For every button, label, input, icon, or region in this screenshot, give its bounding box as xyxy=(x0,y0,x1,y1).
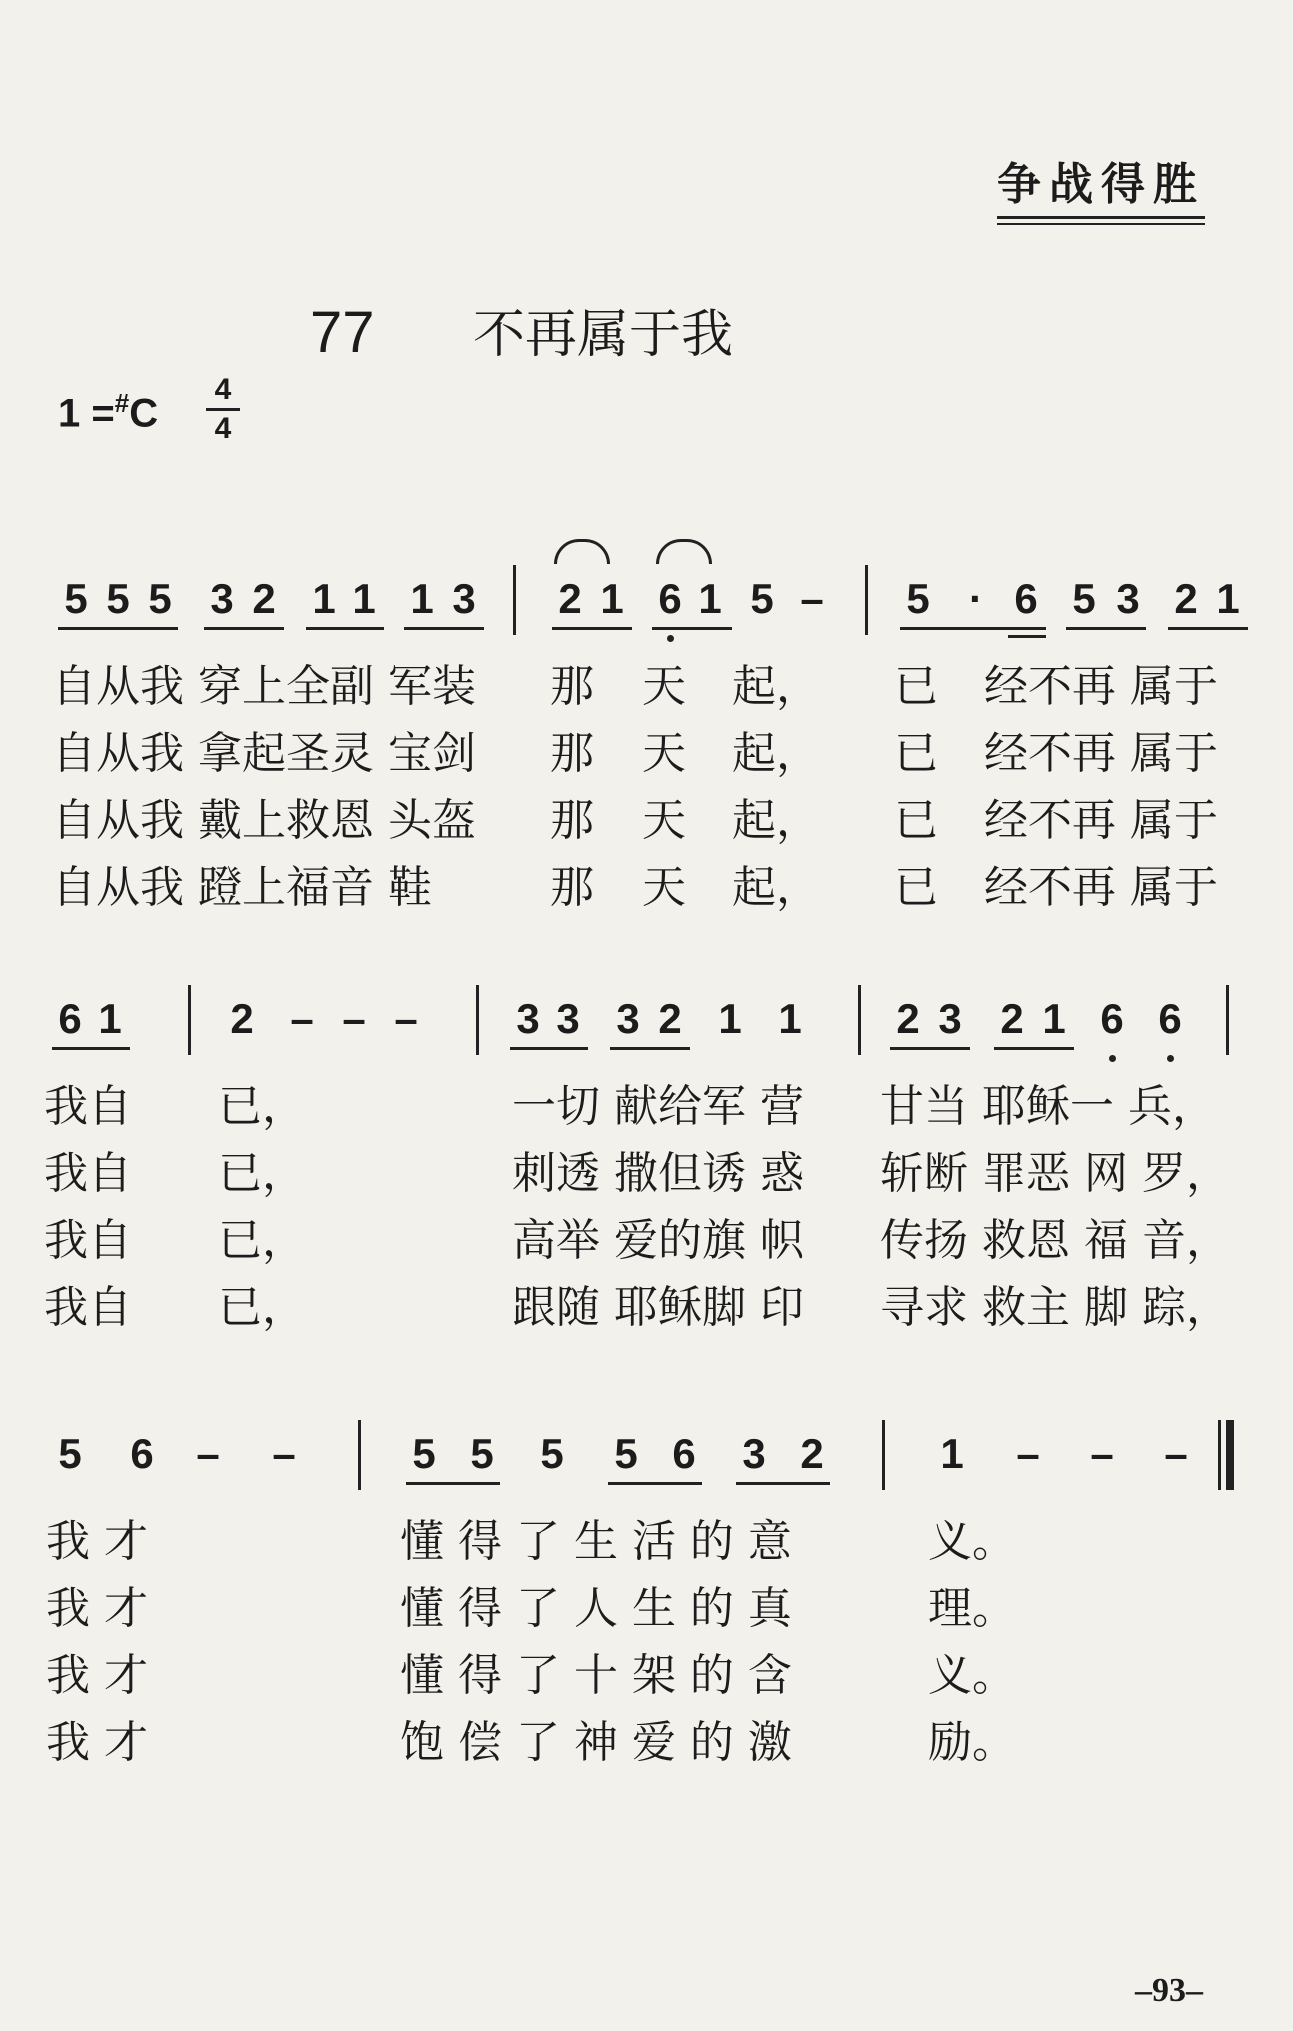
underline xyxy=(890,1047,970,1050)
lyric-text: 自从我 拿起圣灵 宝剑 xyxy=(52,728,476,779)
underline xyxy=(52,1047,130,1050)
lyric-text: 甘当 耶稣一 兵， xyxy=(880,1081,1216,1132)
note: 1 xyxy=(410,575,434,622)
note: 2 xyxy=(252,575,276,622)
song-header xyxy=(310,292,733,367)
lyric-verse-3 xyxy=(0,1639,1293,1699)
barline xyxy=(858,985,861,1055)
note: – xyxy=(1090,1430,1114,1477)
lyric-text: 刺透 撒但诱 惑 xyxy=(512,1148,804,1199)
note: – xyxy=(394,995,418,1042)
note: 1 xyxy=(718,995,742,1042)
lyric-text: 我自 xyxy=(44,1148,132,1199)
lyric-verse-4 xyxy=(0,1706,1293,1766)
underline xyxy=(900,627,1046,630)
underline xyxy=(204,627,284,630)
lyric-text: 那 xyxy=(550,795,594,846)
lyric-text: 自从我 穿上全副 军装 xyxy=(52,661,476,712)
note: 2 xyxy=(896,995,920,1042)
underline xyxy=(736,1482,830,1485)
note: 2 xyxy=(658,995,682,1042)
time-signature-top: 4 xyxy=(214,373,232,406)
note: 5 xyxy=(750,575,774,622)
lyric-text: 已， xyxy=(218,1081,306,1132)
lyric-verse-4 xyxy=(0,1271,1293,1331)
notes-row xyxy=(0,575,1293,645)
lyric-text: 天 xyxy=(642,661,686,712)
lyric-text: 我 才 xyxy=(46,1516,148,1567)
note: 3 xyxy=(616,995,640,1042)
sharp-sign: # xyxy=(114,388,130,418)
lyric-verse-3 xyxy=(0,784,1293,844)
lyric-text: 已 xyxy=(894,862,938,913)
notes-row xyxy=(0,995,1293,1065)
note: 5 xyxy=(148,575,172,622)
note: 2 xyxy=(800,1430,824,1477)
note: · xyxy=(969,575,983,622)
lyric-text: 义。 xyxy=(928,1650,1016,1701)
lyric-text: 我 才 xyxy=(46,1650,148,1701)
lyric-text: 起， xyxy=(732,728,820,779)
underline xyxy=(406,1482,500,1485)
barline xyxy=(865,565,868,635)
underline xyxy=(510,1047,588,1050)
barline xyxy=(1226,985,1229,1055)
note: 1 xyxy=(698,575,722,622)
lyric-text: 那 xyxy=(550,728,594,779)
lyric-text: 我自 xyxy=(44,1215,132,1266)
page-number: –93– xyxy=(1135,1972,1203,2009)
song-number: 77 xyxy=(310,300,375,365)
lyric-text: 已， xyxy=(218,1215,306,1266)
lyric-text: 义。 xyxy=(928,1516,1016,1567)
barline xyxy=(513,565,516,635)
lyric-text: 那 xyxy=(550,862,594,913)
lyric-text: 一切 献给军 营 xyxy=(512,1081,804,1132)
key-prefix: 1 = xyxy=(58,391,115,436)
note: 6 xyxy=(672,1430,696,1477)
note: – xyxy=(1016,1430,1040,1477)
lyric-text: 懂 得 了 生 活 的 意 xyxy=(400,1516,792,1567)
underline xyxy=(58,627,178,630)
barline xyxy=(188,985,191,1055)
lyric-text: 起， xyxy=(732,795,820,846)
lyric-text: 那 xyxy=(550,661,594,712)
note: 3 xyxy=(452,575,476,622)
lyric-text: 已， xyxy=(218,1282,306,1333)
lyric-text: 懂 得 了 人 生 的 真 xyxy=(400,1583,792,1634)
slur xyxy=(554,539,610,564)
lyric-text: 天 xyxy=(642,862,686,913)
lyric-text: 我 才 xyxy=(46,1583,148,1634)
lyric-verse-1 xyxy=(0,1505,1293,1565)
lyric-text: 懂 得 了 十 架 的 含 xyxy=(400,1650,792,1701)
lyric-text: 经不再 属于 xyxy=(984,728,1218,779)
note: 5 xyxy=(106,575,130,622)
song-title: 不再属于我 xyxy=(472,305,733,365)
lyric-text: 理。 xyxy=(928,1583,1016,1634)
underline xyxy=(608,1482,702,1485)
lyric-text: 高举 爱的旗 帜 xyxy=(512,1215,804,1266)
lyric-text: 天 xyxy=(642,795,686,846)
slur xyxy=(656,539,712,564)
note: 1 xyxy=(352,575,376,622)
note: 5 xyxy=(64,575,88,622)
lyric-text: 已 xyxy=(894,795,938,846)
note: 6 xyxy=(58,995,82,1042)
lyric-text: 已 xyxy=(894,661,938,712)
underline xyxy=(306,627,384,630)
note: 3 xyxy=(210,575,234,622)
note: 5 xyxy=(470,1430,494,1477)
note: 3 xyxy=(742,1430,766,1477)
note: 5 xyxy=(412,1430,436,1477)
barline xyxy=(358,1420,361,1490)
underline xyxy=(1008,635,1046,638)
lyric-verse-2 xyxy=(0,1572,1293,1632)
note: 6 xyxy=(1014,575,1038,622)
note: 2 xyxy=(1000,995,1024,1042)
note: 5 xyxy=(906,575,930,622)
lyric-text: 天 xyxy=(642,728,686,779)
lyric-text: 我自 xyxy=(44,1081,132,1132)
lyric-verse-2 xyxy=(0,1137,1293,1197)
note: – xyxy=(800,575,824,622)
final-barline xyxy=(1226,1420,1234,1490)
note: 3 xyxy=(516,995,540,1042)
underline xyxy=(1168,627,1248,630)
notes-row xyxy=(0,1430,1293,1500)
section-title: 争战得胜 xyxy=(997,148,1205,219)
lyric-text: 起， xyxy=(732,862,820,913)
note: 1 xyxy=(1042,995,1066,1042)
barline xyxy=(476,985,479,1055)
note: 2 xyxy=(230,995,254,1042)
underline xyxy=(404,627,484,630)
lyric-text: 励。 xyxy=(928,1717,1016,1768)
lyric-text: 饱 偿 了 神 爱 的 激 xyxy=(400,1717,792,1768)
barline xyxy=(1218,1420,1221,1490)
note: 5 xyxy=(614,1430,638,1477)
note: – xyxy=(272,1430,296,1477)
time-signature-bottom: 4 xyxy=(206,408,240,447)
lyric-text: 传扬 救恩 福 音， xyxy=(880,1215,1230,1266)
note: – xyxy=(290,995,314,1042)
lyric-text: 已， xyxy=(218,1148,306,1199)
lyric-verse-1 xyxy=(0,1070,1293,1130)
note: 1 xyxy=(600,575,624,622)
note: 1 xyxy=(312,575,336,622)
note: 1 xyxy=(1216,575,1240,622)
note: 2 xyxy=(1174,575,1198,622)
lyric-text: 寻求 救主 脚 踪， xyxy=(880,1282,1230,1333)
lyric-text: 经不再 属于 xyxy=(984,862,1218,913)
note: 6 xyxy=(1094,995,1130,1043)
underline xyxy=(1066,627,1146,630)
lyric-text: 自从我 蹬上福音 鞋 xyxy=(52,862,432,913)
note: 3 xyxy=(556,995,580,1042)
note: 5 xyxy=(1072,575,1096,622)
lyric-text: 起， xyxy=(732,661,820,712)
lyric-text: 经不再 属于 xyxy=(984,795,1218,846)
note: 6 xyxy=(652,575,688,623)
note: 3 xyxy=(938,995,962,1042)
lyric-text: 跟随 耶稣脚 印 xyxy=(512,1282,804,1333)
time-signature xyxy=(206,372,240,447)
lyric-text: 斩断 罪恶 网 罗， xyxy=(880,1148,1230,1199)
note: 1 xyxy=(778,995,802,1042)
note: 1 xyxy=(98,995,122,1042)
lyric-verse-2 xyxy=(0,717,1293,777)
lyric-text: 已 xyxy=(894,728,938,779)
lyric-text: 经不再 属于 xyxy=(984,661,1218,712)
lyric-text: 我 才 xyxy=(46,1717,148,1768)
lyric-text: 我自 xyxy=(44,1282,132,1333)
lyric-verse-3 xyxy=(0,1204,1293,1264)
note: 3 xyxy=(1116,575,1140,622)
underline xyxy=(652,627,732,630)
note: 1 xyxy=(940,1430,964,1477)
note: – xyxy=(342,995,366,1042)
note: 6 xyxy=(130,1430,154,1477)
note: – xyxy=(1164,1430,1188,1477)
key-note: C xyxy=(129,391,159,436)
lyric-text: 自从我 戴上救恩 头盔 xyxy=(52,795,476,846)
barline xyxy=(882,1420,885,1490)
note: 2 xyxy=(558,575,582,622)
lyric-verse-1 xyxy=(0,650,1293,710)
key-signature xyxy=(58,388,158,436)
note: 6 xyxy=(1152,995,1188,1043)
note: – xyxy=(196,1430,220,1477)
underline xyxy=(610,1047,690,1050)
underline xyxy=(552,627,632,630)
note: 5 xyxy=(540,1430,564,1477)
note: 5 xyxy=(58,1430,82,1477)
lyric-verse-4 xyxy=(0,851,1293,911)
underline xyxy=(994,1047,1074,1050)
